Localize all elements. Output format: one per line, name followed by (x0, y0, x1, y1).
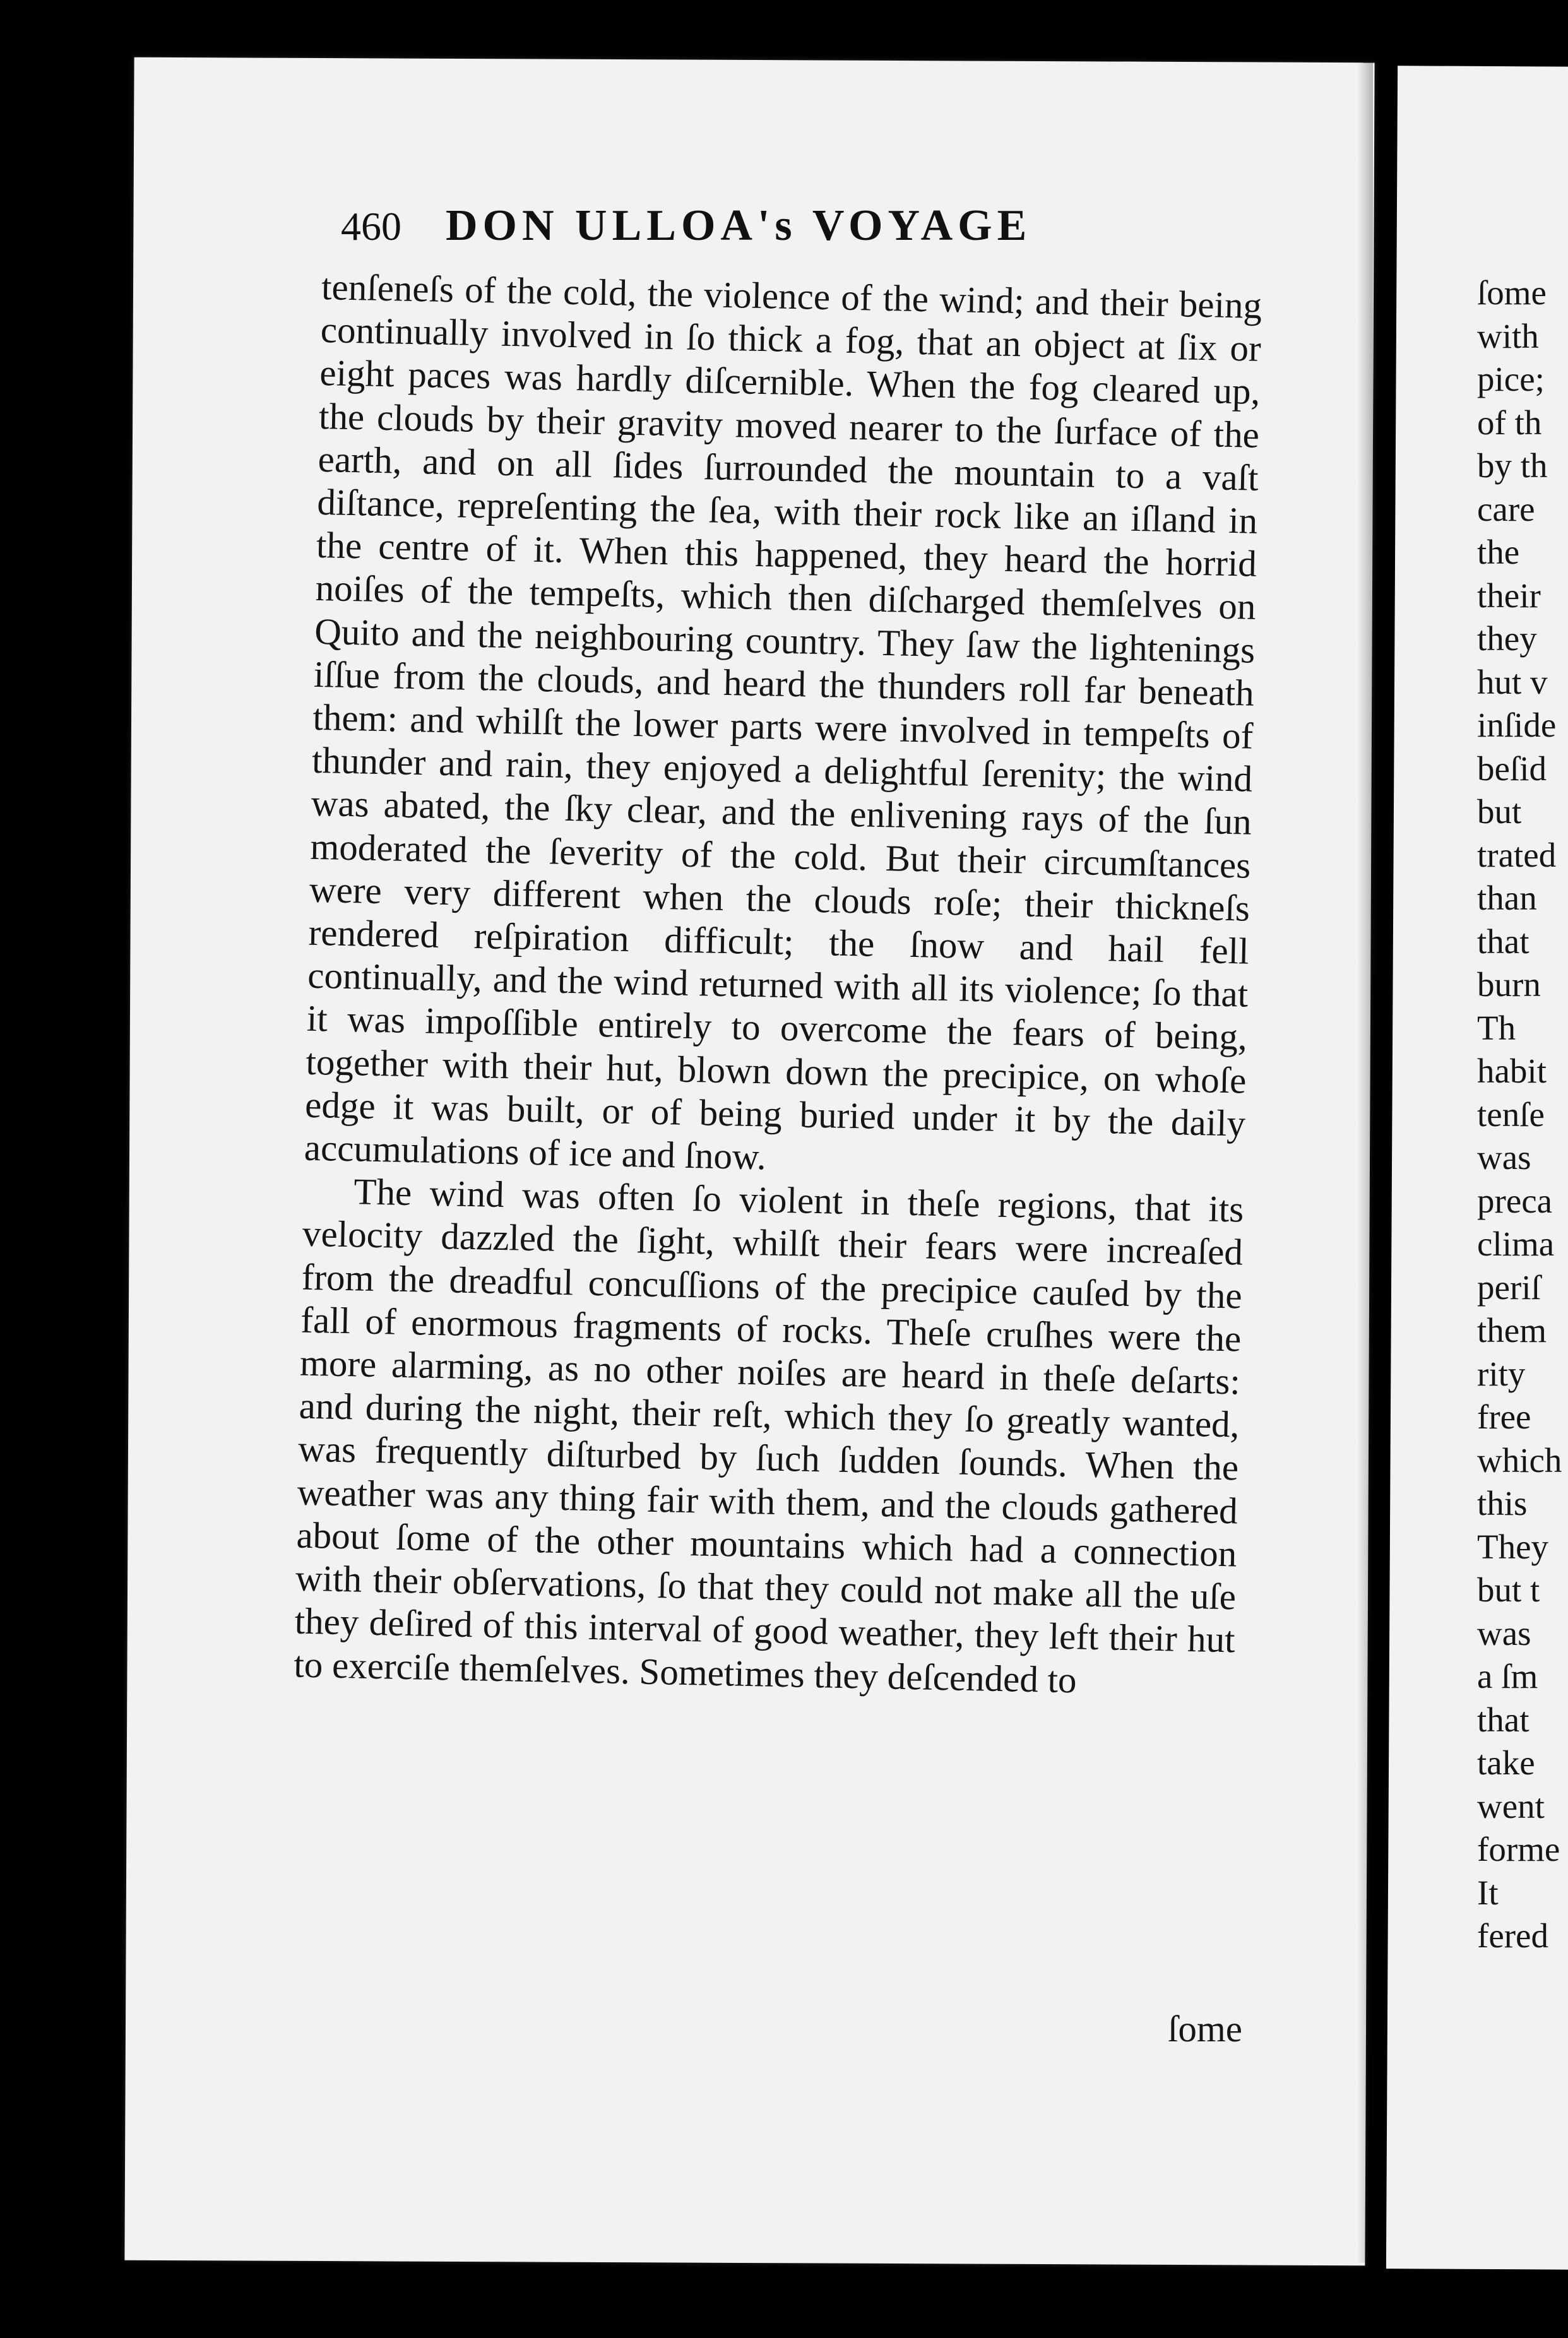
facing-page-line: preca (1477, 1181, 1553, 1220)
facing-page-line: rity (1477, 1354, 1526, 1393)
facing-page-line: tenſe (1477, 1095, 1545, 1134)
facing-page-line: by th (1477, 446, 1548, 485)
facing-page-line: them (1477, 1311, 1547, 1350)
facing-page-line: a ſm (1477, 1657, 1538, 1695)
book-spine-shadow (1357, 60, 1373, 2263)
facing-page-line: that (1477, 922, 1529, 961)
facing-page-line: they (1477, 619, 1537, 658)
facing-page-line: clima (1477, 1225, 1555, 1263)
catchword: ſome (1168, 2008, 1242, 2050)
facing-page-line: inſide (1477, 706, 1557, 744)
facing-page-line: fered (1477, 1916, 1548, 1955)
facing-page-fragments (1477, 271, 1568, 1958)
facing-page-line: take (1477, 1743, 1535, 1782)
facing-page-line: which (1477, 1440, 1562, 1480)
facing-page-line: forme (1477, 1830, 1560, 1868)
facing-page-line: burn (1477, 965, 1541, 1004)
page-number: 460 (341, 204, 401, 249)
facing-page-line: the (1477, 533, 1520, 571)
facing-page-line: their (1477, 576, 1541, 615)
facing-page-line: hut v (1477, 662, 1548, 701)
facing-page-line: but t (1477, 1570, 1540, 1609)
facing-page-line: of th (1477, 403, 1542, 442)
facing-page-line: than (1477, 879, 1537, 917)
facing-page-line: that (1477, 1700, 1529, 1739)
facing-page-line: periſ (1477, 1267, 1541, 1307)
paragraph-1: tenſeneſs of the cold, the violence of the wind; and their being continually involved in ſo thick a fog, that an object at ſix or eight paces was hardly diſcernible. When the fog cleared up, the clouds by their gravity moved nearer to the ſurface of the earth, and on all ſides ſurrounded the mountain to a vaſt diſtance, repreſenting the ſea, with their rock like an iſland in the centre of it. When this happened, they heard the horrid noiſes of the tempeſts, which then diſcharged themſelves on Quito and the neighbouring country. They ſaw the lightenings iſſue from the clouds, and heard the thunders roll far beneath them: and whilſt the lower parts were involved in tempeſts of thunder and rain, they enjoyed a delightful ſerenity; the wind was abated, the ſky clear, and the enlivening rays of the ſun moderated the ſeverity of the cold. But their circumſtances were very different when the clouds roſe; their thickneſs rendered reſpiration difficult; the ſnow and hail fell continually, and the wind returned with all its violence; ſo that it was impoſſible entirely to overcome the fears of being, together with their hut, blown down the precipice, on whoſe edge it was built, or of being buried under it by the daily accumulations of ice and ſnow. (304, 265, 1262, 1178)
facing-page-line: went (1477, 1786, 1545, 1825)
facing-page-line: It (1477, 1873, 1499, 1912)
facing-page-line: this (1477, 1484, 1528, 1522)
facing-page-line: habit (1477, 1052, 1547, 1090)
facing-page-line: was (1477, 1138, 1531, 1177)
facing-page-line: but (1477, 792, 1522, 831)
facing-page-line: pice; (1477, 360, 1545, 398)
page-header (341, 201, 1136, 258)
running-head: DON ULLOA's VOYAGE (446, 201, 1032, 250)
facing-page-line: trated (1477, 835, 1557, 874)
paragraph-2: The wind was often ſo violent in theſe regions, that its velocity dazzled the ſight, whilſt their fears were increaſed from the dreadful concuſſions of the precipice cauſed by the fall of enormous fragments of rocks. Theſe cruſhes were the more alarming, as no other noiſes are heard in theſe deſarts: and during the night, their reſt, which they ſo greatly wanted, was frequently diſturbed by ſuch ſudden ſounds. When the weather was any thing fair with them, and the clouds gathered about ſome of the other mountains which had a connection with their obſervations, ſo that they could not make all the uſe they deſired of this interval of good weather, they left their hut to exerciſe themſelves. Sometimes they deſcended to (293, 1170, 1244, 1700)
facing-page-line: Th (1477, 1008, 1516, 1047)
main-text-block (294, 265, 1262, 1704)
facing-page-line: free (1477, 1397, 1531, 1436)
facing-page-line: beſid (1477, 749, 1547, 788)
facing-page-line: care (1477, 489, 1535, 528)
facing-page-line: was (1477, 1613, 1531, 1653)
facing-page-line: with (1477, 316, 1539, 355)
facing-page-line: ſome (1477, 273, 1547, 312)
facing-page-line: They (1477, 1527, 1549, 1566)
